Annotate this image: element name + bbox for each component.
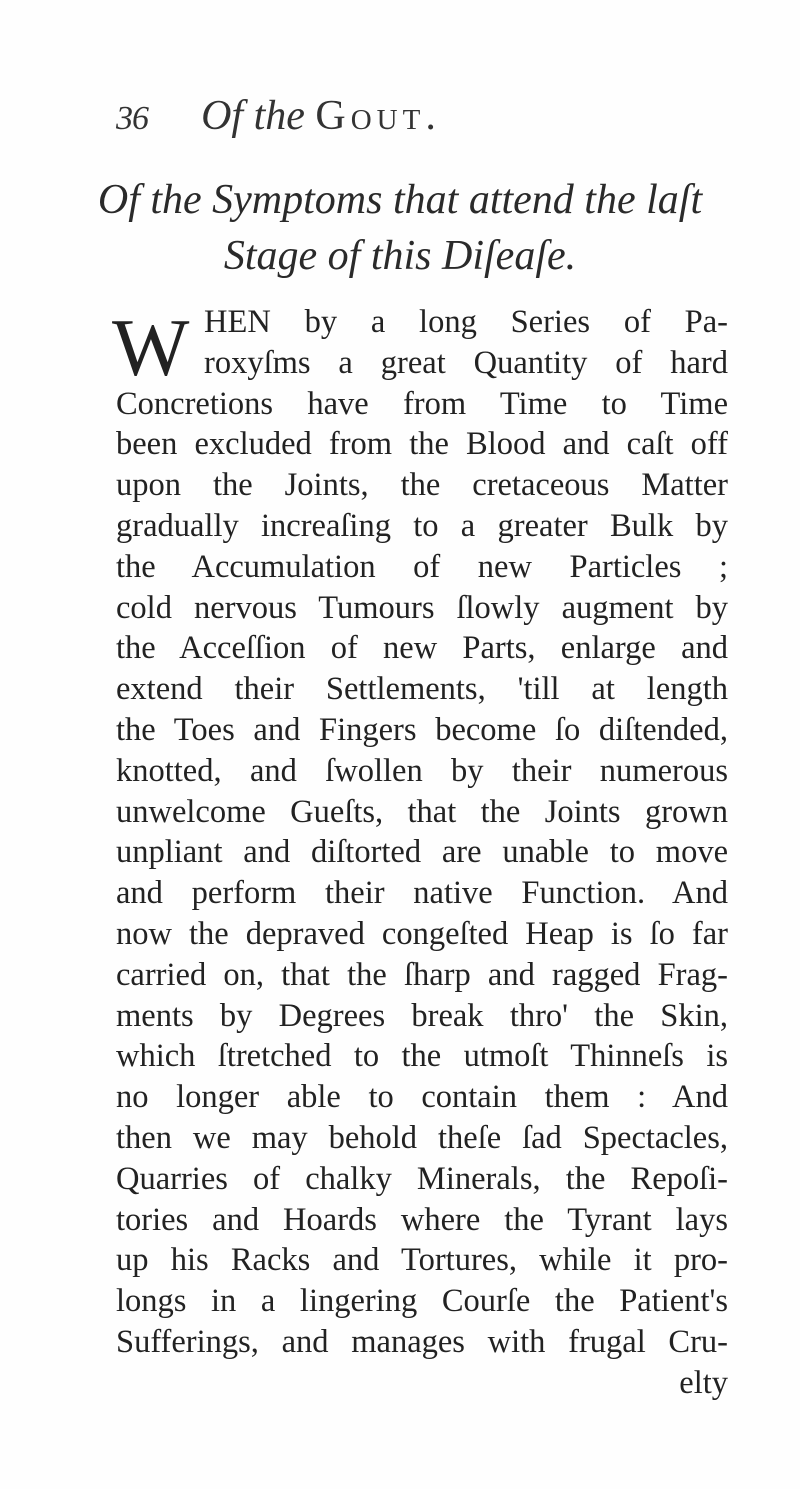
text-line: roxyſms a great Quantity of hard (204, 344, 728, 381)
page-number: 36 (116, 100, 148, 137)
running-head (116, 92, 716, 152)
running-head-title (201, 92, 441, 140)
body-paragraph (112, 302, 728, 1404)
text-line: and perform their native Function. And (116, 875, 728, 912)
text-line: no longer able to contain them : And (116, 1079, 728, 1116)
text-line: the Accumulation of new Particles ; (116, 548, 728, 585)
text-line: Sufferings, and manages with frugal Cru- (116, 1323, 728, 1360)
drop-cap: W (112, 302, 190, 393)
text-line: carried on, that the ſharp and ragged Frag- (116, 956, 728, 993)
text-line: cold nervous Tumours ſlowly augment by (116, 589, 728, 626)
text-line: gradually increaſing to a greater Bulk by (116, 507, 728, 544)
running-head-title-caps: Gout. (315, 93, 441, 139)
text-line: ments by Degrees break thro' the Skin, (116, 997, 728, 1034)
text-line: unwelcome Gueſts, that the Joints grown (116, 793, 728, 830)
text-line: longs in a lingering Courſe the Patient's (116, 1283, 728, 1320)
catchword: elty (679, 1364, 728, 1401)
text-line: tories and Hoards where the Tyrant lays (116, 1201, 728, 1238)
text-line: been excluded from the Blood and caſt off (116, 426, 728, 463)
text-line: upon the Joints, the cretaceous Matter (116, 467, 728, 504)
text-line: Quarries of chalky Minerals, the Repoſi- (116, 1160, 728, 1197)
text-line: extend their Settlements, 'till at length (116, 671, 728, 708)
text-line: knotted, and ſwollen by their numerous (116, 752, 728, 789)
text-line: Concretions have from Time to Time (116, 385, 728, 422)
text-line: unpliant and diſtorted are unable to move (116, 834, 728, 871)
section-title (0, 172, 800, 284)
text-line: which ſtretched to the utmoſt Thinneſs is (116, 1038, 728, 1075)
text-line: up his Racks and Tortures, while it pro- (116, 1242, 728, 1279)
text-line: the Acceſſion of new Parts, enlarge and (116, 630, 728, 667)
text-line: HEN by a long Series of Pa- (204, 304, 728, 340)
section-title-line-2: Stage of this Diſeaſe. (223, 233, 577, 279)
text-line: now the depraved congeſted Heap is ſo far (116, 915, 728, 952)
section-title-line-1: Of the Symptoms that attend the laſt (97, 177, 703, 223)
text-line: the Toes and Fingers become ſo diſtended, (116, 711, 728, 748)
text-line: then we may behold theſe ſad Spectacles, (116, 1119, 728, 1156)
running-head-title-italic: Of the (201, 93, 305, 139)
